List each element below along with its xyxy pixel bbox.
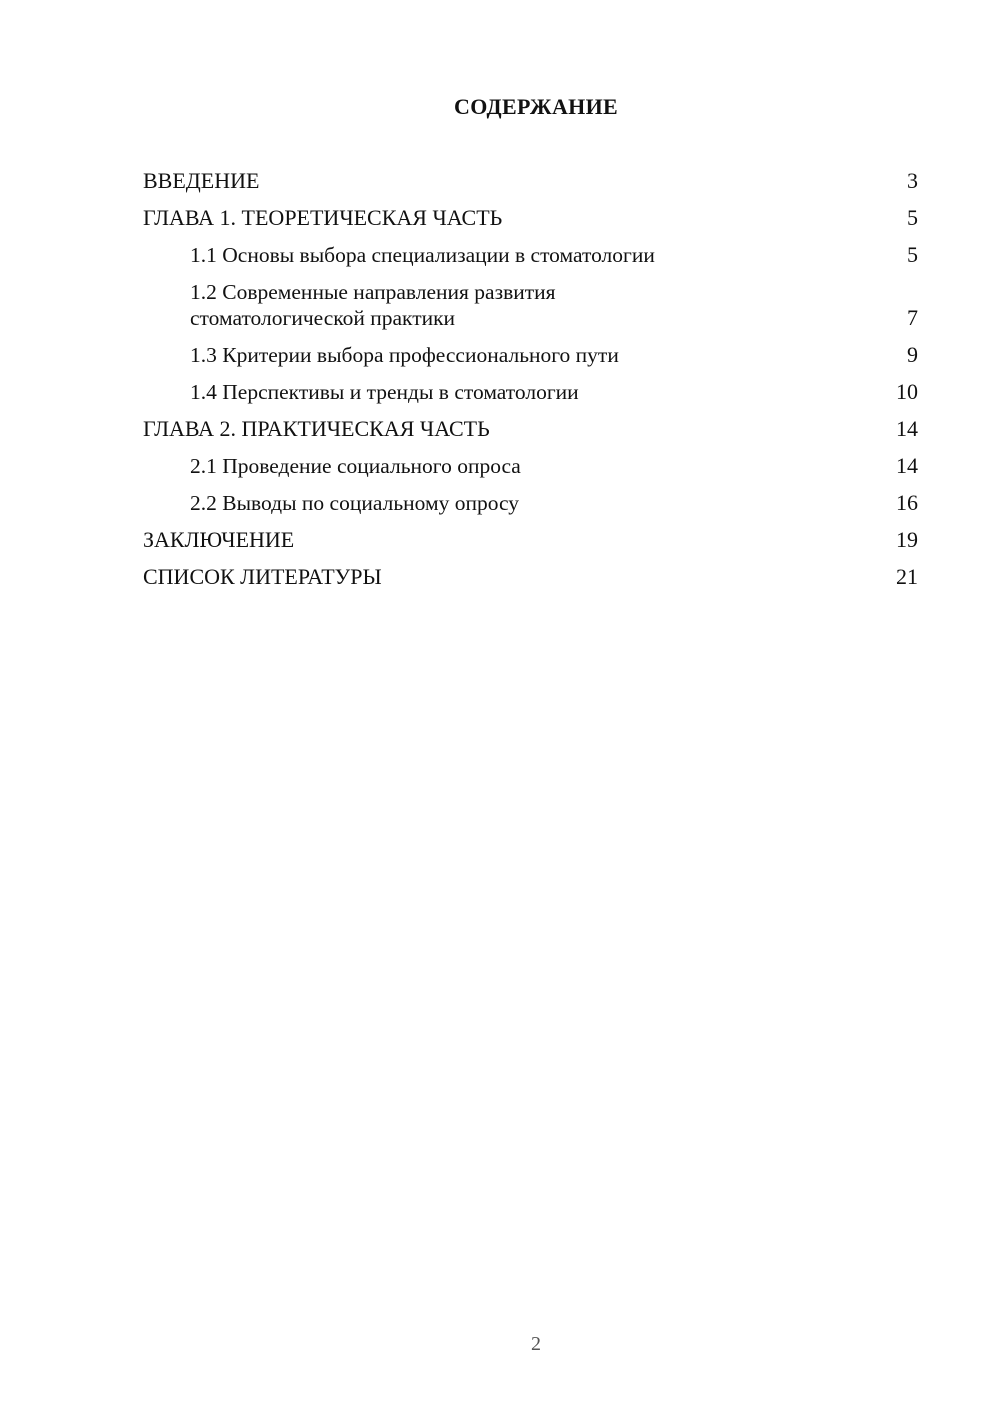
toc-entry-page: 5 (907, 242, 918, 267)
toc-entry-chapter-1[interactable] (143, 205, 918, 231)
toc-entry-section-2-2[interactable] (143, 490, 918, 516)
toc-entry-text: ГЛАВА 2. ПРАКТИЧЕСКАЯ ЧАСТЬ (143, 416, 490, 441)
toc-entry-section-1-3[interactable] (143, 342, 918, 368)
toc-entry-page: 3 (907, 168, 918, 193)
page-number: 2 (531, 1333, 541, 1355)
table-of-contents (143, 168, 918, 601)
toc-entry-text: 1.2 Современные направления развития стоматологической практики (190, 280, 556, 330)
toc-entry-introduction[interactable] (143, 168, 918, 194)
toc-entry-text: ЗАКЛЮЧЕНИЕ (143, 527, 295, 552)
toc-entry-text: 1.1 Основы выбора специализации в стоматологии (190, 243, 655, 267)
toc-entry-section-1-4[interactable] (143, 379, 918, 405)
toc-entry-chapter-2[interactable] (143, 416, 918, 442)
toc-entry-text: 2.2 Выводы по социальному опросу (190, 491, 520, 515)
toc-entry-page: 21 (896, 564, 918, 589)
toc-entry-page: 16 (896, 490, 918, 515)
toc-entry-section-1-1[interactable] (143, 242, 918, 268)
toc-entry-page: 14 (896, 416, 918, 441)
toc-entry-page: 19 (896, 527, 918, 552)
toc-entry-page: 7 (907, 305, 918, 330)
toc-title: СОДЕРЖАНИЕ (454, 94, 618, 119)
toc-entry-text: ГЛАВА 1. ТЕОРЕТИЧЕСКАЯ ЧАСТЬ (143, 205, 503, 230)
toc-entry-text: 1.4 Перспективы и тренды в стоматологии (190, 380, 579, 404)
toc-entry-text: 2.1 Проведение социального опроса (190, 454, 521, 478)
toc-entry-page: 10 (896, 379, 918, 404)
toc-entry-section-2-1[interactable] (143, 453, 918, 479)
toc-entry-text: ВВЕДЕНИЕ (143, 168, 260, 193)
toc-entry-conclusion[interactable] (143, 527, 918, 553)
toc-entry-section-1-2[interactable] (143, 279, 918, 331)
toc-entry-text: 1.3 Критерии выбора профессионального пути (190, 343, 619, 367)
toc-entry-text: СПИСОК ЛИТЕРАТУРЫ (143, 564, 382, 589)
toc-entry-page: 14 (896, 453, 918, 478)
toc-entry-page: 9 (907, 342, 918, 367)
toc-entry-page: 5 (907, 205, 918, 230)
toc-entry-references[interactable] (143, 564, 918, 590)
